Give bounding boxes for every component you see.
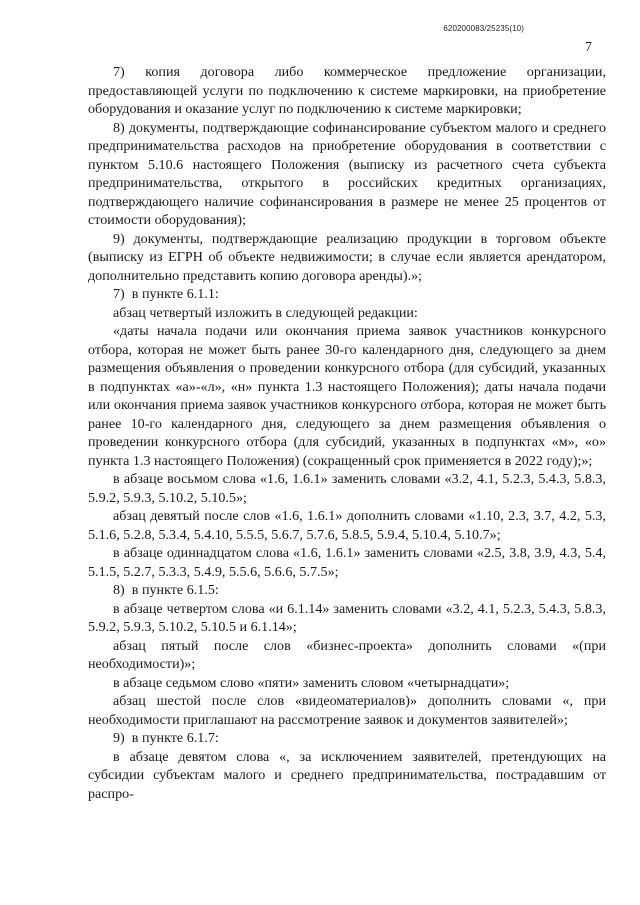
paragraph: 7) в пункте 6.1.1: xyxy=(113,286,219,302)
document-body xyxy=(88,63,606,803)
paragraph: 7) копия договора либо коммерческое предложение организации, предоставляющей услуги по подключению к системе маркировки, на приобретение оборудования и оказание услуг по подключению к системе маркировки; xyxy=(88,64,606,117)
paragraph: 9) в пункте 6.1.7: xyxy=(113,730,219,746)
paragraph: 8) в пункте 6.1.5: xyxy=(113,582,219,598)
paragraph: в абзаце одиннадцатом слова «1.6, 1.6.1» заменить словами «2.5, 3.8, 3.9, 4.3, 5.4, 5.1.5, 5.2.7, 5.3.3, 5.4.9, 5.5.6, 5.6.6, 5.7.5»; xyxy=(88,545,606,580)
document-id: 620200083/25235(10) xyxy=(443,24,524,33)
paragraph: абзац четвертый изложить в следующей редакции: xyxy=(113,304,418,321)
paragraph: абзац девятый после слов «1.6, 1.6.1» дополнить словами «1.10, 2.3, 3.7, 4.2, 5.3, 5.1.6, 5.2.8, 5.3.4, 5.4.10, 5.5.5, 5.6.7, 5.7.6, 5.8.5, 5.9.4, 5.10.4, 5.10.7»; xyxy=(88,508,606,543)
page-number: 7 xyxy=(585,40,592,55)
paragraph: в абзаце четвертом слова «и 6.1.14» заменить словами «3.2, 4.1, 5.2.3, 5.4.3, 5.8.3, 5.9.2, 5.9.3, 5.10.2, 5.10.5 и 6.1.14»; xyxy=(88,600,606,635)
paragraph: 9) документы, подтверждающие реализацию продукции в торговом объекте (выписку из ЕГРН об объекте недвижимости; в случае если является арендатором, дополнительно представить копию договора аренды).»; xyxy=(88,230,606,284)
paragraph: абзац пятый после слов «бизнес-проекта» дополнить словами «(при необходимости)»; xyxy=(88,637,606,672)
paragraph: «даты начала подачи или окончания приема заявок участников конкурсного отбора, которая не может быть ранее 30-го календарного дня, следующего за днем размещения объявления о проведении конкурсного отбора (для субсидий, указанных в подпунктах «а»-«л», «н» пункта 1.3 настоящего Положения); даты начала подачи или окончания приема заявок участников конкурсного отбора, которая не может быть ранее 10-го календарного дня, следующего за днем размещения объявления о проведении конкурсного отбора (для субсидий, указанных в подпунктах «м», «о» пункта 1.3 настоящего Положения) (сокращенный срок применяется в 2022 году);»; xyxy=(88,323,606,469)
paragraph: 8) документы, подтверждающие софинансирование субъектом малого и среднего предпринимательства расходов на приобретение оборудования в соответствии с пунктом 5.10.6 настоящего Положения (выписку из расчетного счета субъекта предпринимательства, открытого в российских кредитных организациях, подтверждающего наличие софинансирования в размере не менее 25 процентов от стоимости оборудования); xyxy=(88,119,606,228)
paragraph: в абзаце восьмом слова «1.6, 1.6.1» заменить словами «3.2, 4.1, 5.2.3, 5.4.3, 5.8.3, 5.9.2, 5.9.3, 5.10.2, 5.10.5»; xyxy=(88,471,606,506)
paragraph: в абзаце девятом слова «, за исключением заявителей, претендующих на субсидии субъектам малого и среднего предпринимательства, пострадавшим от распро- xyxy=(88,748,606,802)
paragraph: в абзаце седьмом слово «пяти» заменить словом «четырнадцати»; xyxy=(113,674,510,691)
paragraph: абзац шестой после слов «видеоматериалов)» дополнить словами «, при необходимости приглашают на рассмотрение заявок и документов заявителей»; xyxy=(88,693,606,728)
